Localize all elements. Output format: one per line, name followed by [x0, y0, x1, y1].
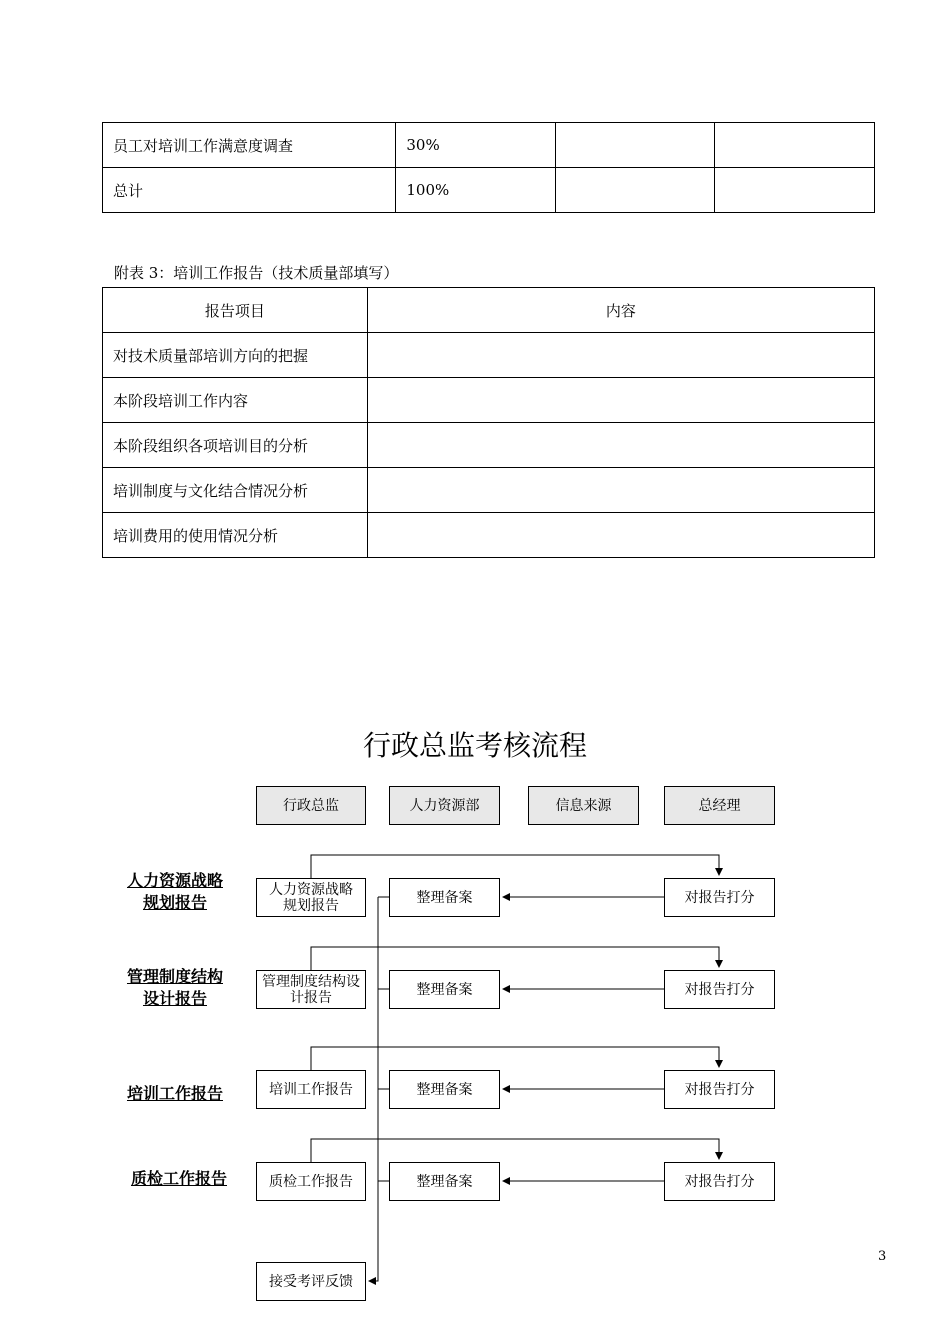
report-box-line: 规划报告	[283, 897, 339, 914]
row-label-line: 人力资源战略	[126, 871, 223, 890]
score-box: 对报告打分	[664, 1070, 775, 1109]
row-label: 培训工作报告	[126, 1084, 223, 1103]
table-cell: 30%	[396, 123, 555, 168]
report-box	[256, 878, 366, 917]
column-header-admin-director: 行政总监	[256, 786, 366, 825]
row-label-line: 设计报告	[142, 989, 207, 1008]
archive-box: 整理备案	[389, 878, 500, 917]
table-cell: 培训制度与文化结合情况分析	[103, 468, 368, 513]
score-box: 对报告打分	[664, 970, 775, 1009]
row-label	[120, 870, 230, 914]
report-box-line: 人力资源战略	[269, 881, 353, 898]
row-label	[120, 966, 230, 1010]
report-box-line: 计报告	[290, 989, 332, 1006]
archive-box: 整理备案	[389, 970, 500, 1009]
archive-box: 整理备案	[389, 1162, 500, 1201]
score-box: 对报告打分	[664, 878, 775, 917]
column-header-info-source: 信息来源	[528, 786, 639, 825]
flowchart-title: 行政总监考核流程	[362, 729, 587, 762]
feedback-box: 接受考评反馈	[256, 1262, 366, 1301]
column-header-hr: 人力资源部	[389, 786, 500, 825]
table-cell: 员工对培训工作满意度调查	[103, 123, 396, 168]
report-box-line: 管理制度结构设	[262, 973, 360, 990]
column-header: 内容	[367, 288, 874, 333]
column-header-general-manager: 总经理	[664, 786, 775, 825]
row-label-line: 管理制度结构	[126, 967, 223, 986]
table-cell: 培训费用的使用情况分析	[103, 513, 368, 558]
page-number: 3	[878, 1249, 887, 1264]
table-caption: 附表 3：培训工作报告（技术质量部填写）	[114, 264, 399, 282]
archive-box: 整理备案	[389, 1070, 500, 1109]
table-cell: 对技术质量部培训方向的把握	[103, 333, 368, 378]
report-box	[256, 970, 366, 1009]
row-label-line: 规划报告	[142, 893, 207, 912]
report-box: 培训工作报告	[256, 1070, 366, 1109]
table-cell: 100%	[396, 168, 555, 213]
table-cell: 本阶段组织各项培训目的分析	[103, 423, 368, 468]
row-label: 质检工作报告	[130, 1169, 227, 1188]
report-box: 质检工作报告	[256, 1162, 366, 1201]
table-cell: 总计	[103, 168, 396, 213]
table-cell: 本阶段培训工作内容	[103, 378, 368, 423]
column-header: 报告项目	[103, 288, 368, 333]
score-box: 对报告打分	[664, 1162, 775, 1201]
